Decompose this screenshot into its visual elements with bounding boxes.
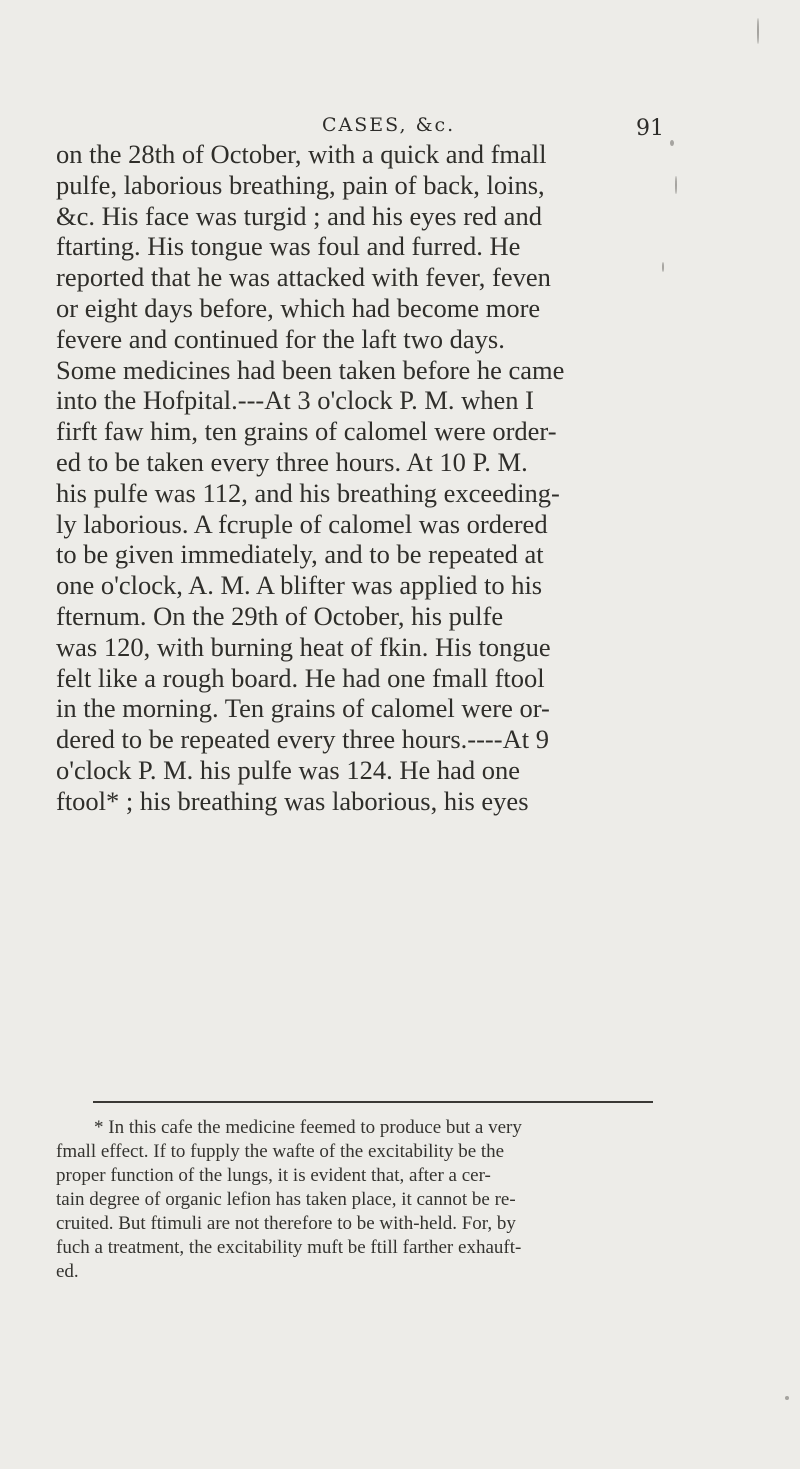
body-line: to be given immediately, and to be repeated at — [56, 539, 544, 570]
body-line: Some medicines had been taken before he came — [56, 354, 565, 385]
body-line: fternum. On the 29th of October, his pulfe — [56, 600, 504, 631]
body-line: in the morning. Ten grains of calomel were or- — [56, 693, 550, 724]
body-line: fevere and continued for the laft two days. — [56, 323, 505, 354]
running-head: CASES, &c. — [322, 114, 456, 136]
body-line: ftool* ; his breathing was laborious, his eyes — [56, 785, 529, 816]
body-line: ly laborious. A fcruple of calomel was ordered — [56, 508, 548, 539]
body-line: &c. His face was turgid ; and his eyes red and — [56, 200, 542, 231]
body-line: on the 28th of October, with a quick and fmall — [56, 139, 547, 169]
body-line: ed to be taken every three hours. At 10 P. M. — [56, 446, 528, 477]
body-line: ftarting. His tongue was foul and furred. He — [56, 231, 521, 262]
paper-speck — [675, 176, 677, 194]
body-line: into the Hofpital.---At 3 o'clock P. M. when I — [56, 385, 535, 416]
footnote-line: ed. — [56, 1261, 79, 1282]
body-paragraph — [56, 139, 656, 817]
body-line: one o'clock, A. M. A blifter was applied to his — [56, 570, 543, 601]
page-number: 91 — [636, 116, 664, 141]
body-line: dered to be repeated every three hours.----At 9 — [56, 724, 549, 755]
body-line: was 120, with burning heat of fkin. His tongue — [56, 631, 551, 662]
paper-speck — [785, 1396, 789, 1400]
body-line: felt like a rough board. He had one fmall ftool — [56, 662, 545, 693]
footnote — [56, 1116, 656, 1284]
footnote-line: tain degree of organic lefion has taken place, it cannot be re- — [56, 1189, 516, 1210]
body-line: his pulfe was 112, and his breathing exceeding- — [56, 477, 560, 508]
page-header — [0, 108, 800, 141]
footnote-line: proper function of the lungs, it is evident that, after a cer- — [56, 1165, 491, 1186]
body-line: or eight days before, which had become more — [56, 292, 541, 323]
paper-speck — [670, 140, 674, 146]
paper-speck — [757, 18, 759, 44]
body-line: pulfe, laborious breathing, pain of back, loins, — [56, 169, 545, 200]
footnote-line: * In this cafe the medicine feemed to produce but a very — [94, 1117, 522, 1138]
paper-speck — [662, 262, 664, 272]
footnote-line: fuch a treatment, the excitability muft be ftill farther exhauft- — [56, 1237, 522, 1258]
footnote-line: fmall effect. If to fupply the wafte of the excitability be the — [56, 1141, 505, 1162]
footnote-line: cruited. But ftimuli are not therefore to be with-held. For, by — [56, 1213, 516, 1234]
body-line: o'clock P. M. his pulfe was 124. He had one — [56, 754, 521, 785]
body-line: firft faw him, ten grains of calomel were order- — [56, 416, 557, 447]
body-line: reported that he was attacked with fever, feven — [56, 262, 551, 293]
footnote-rule — [93, 1101, 653, 1103]
